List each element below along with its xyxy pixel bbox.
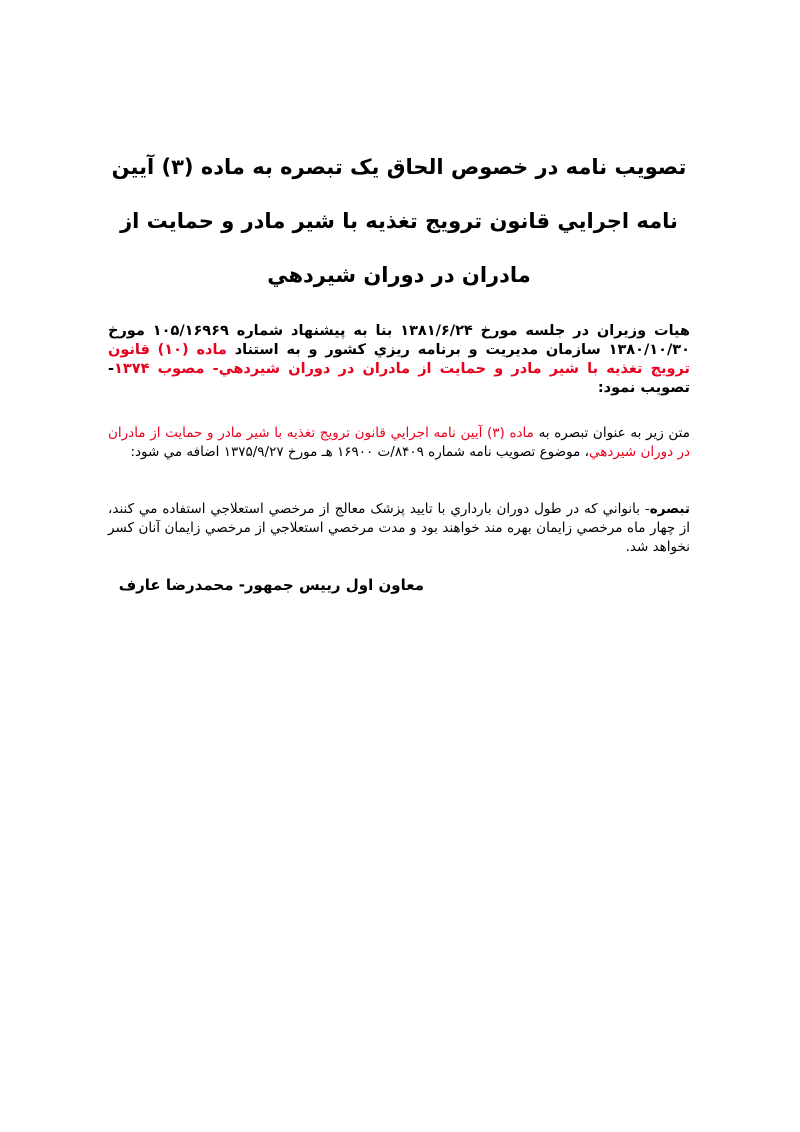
intro-law-reference: ماده (۱۰) قانون ترويج تغذيه با شير مادر و حمايت از مادران در دوران شيردهي- مصوب ۱۳۷۴ — [108, 342, 690, 377]
intro-text: هيات وزيران در جلسه مورخ ۱۳۸۱/۶/۲۴ بنا به پيشنهاد شماره ۱۰۵/۱۶۹۶۹ مورخ ۱۳۸۰/۱۰/۳۰ سازمان مديريت و برنامه ريزي کشور و به استناد — [108, 323, 690, 358]
amendment-paragraph — [108, 424, 690, 462]
note-label: تبصره — [649, 501, 690, 517]
title-line-2: نامه اجرايي قانون ترويج تغذيه با شير مادر و حمايت از — [120, 209, 678, 233]
title-line-3: مادران در دوران شيردهي — [267, 263, 531, 287]
document-title — [108, 140, 690, 302]
decree-intro-paragraph — [108, 322, 690, 398]
document-page — [108, 0, 690, 1132]
amendment-regulation-reference: ماده (۳) آيين نامه اجرايي قانون ترويج تغذيه با شير مادر و حمايت از مادران در دوران شيردهي — [108, 425, 690, 460]
amendment-subject-text: ، موضوع تصويب نامه شماره ۸۴۰۹/ت ۱۶۹۰۰ هـ مورخ ۱۳۷۵/۹/۲۷ اضافه مي شود: — [130, 444, 589, 460]
title-line-1: تصويب نامه در خصوص الحاق يک تبصره به ماده (۳) آيين — [111, 155, 687, 179]
signature: معاون اول رييس جمهور- محمدرضا عارف — [118, 576, 424, 594]
note-text: - بانواني که در طول دوران بارداري با تاييد پزشک معالج از مرخصي استعلاجي استفاده مي کنند، از چهار ماه مرخصي زايمان بهره مند خواهند بود و مدت مرخصي استعلاجي از مرخصي زايمان آنان کسر نخواهد شد. — [108, 501, 690, 555]
intro-approval-text: - تصويب نمود: — [108, 361, 690, 396]
amendment-text: متن زير به عنوان تبصره به — [533, 425, 690, 441]
note-paragraph — [108, 500, 690, 557]
